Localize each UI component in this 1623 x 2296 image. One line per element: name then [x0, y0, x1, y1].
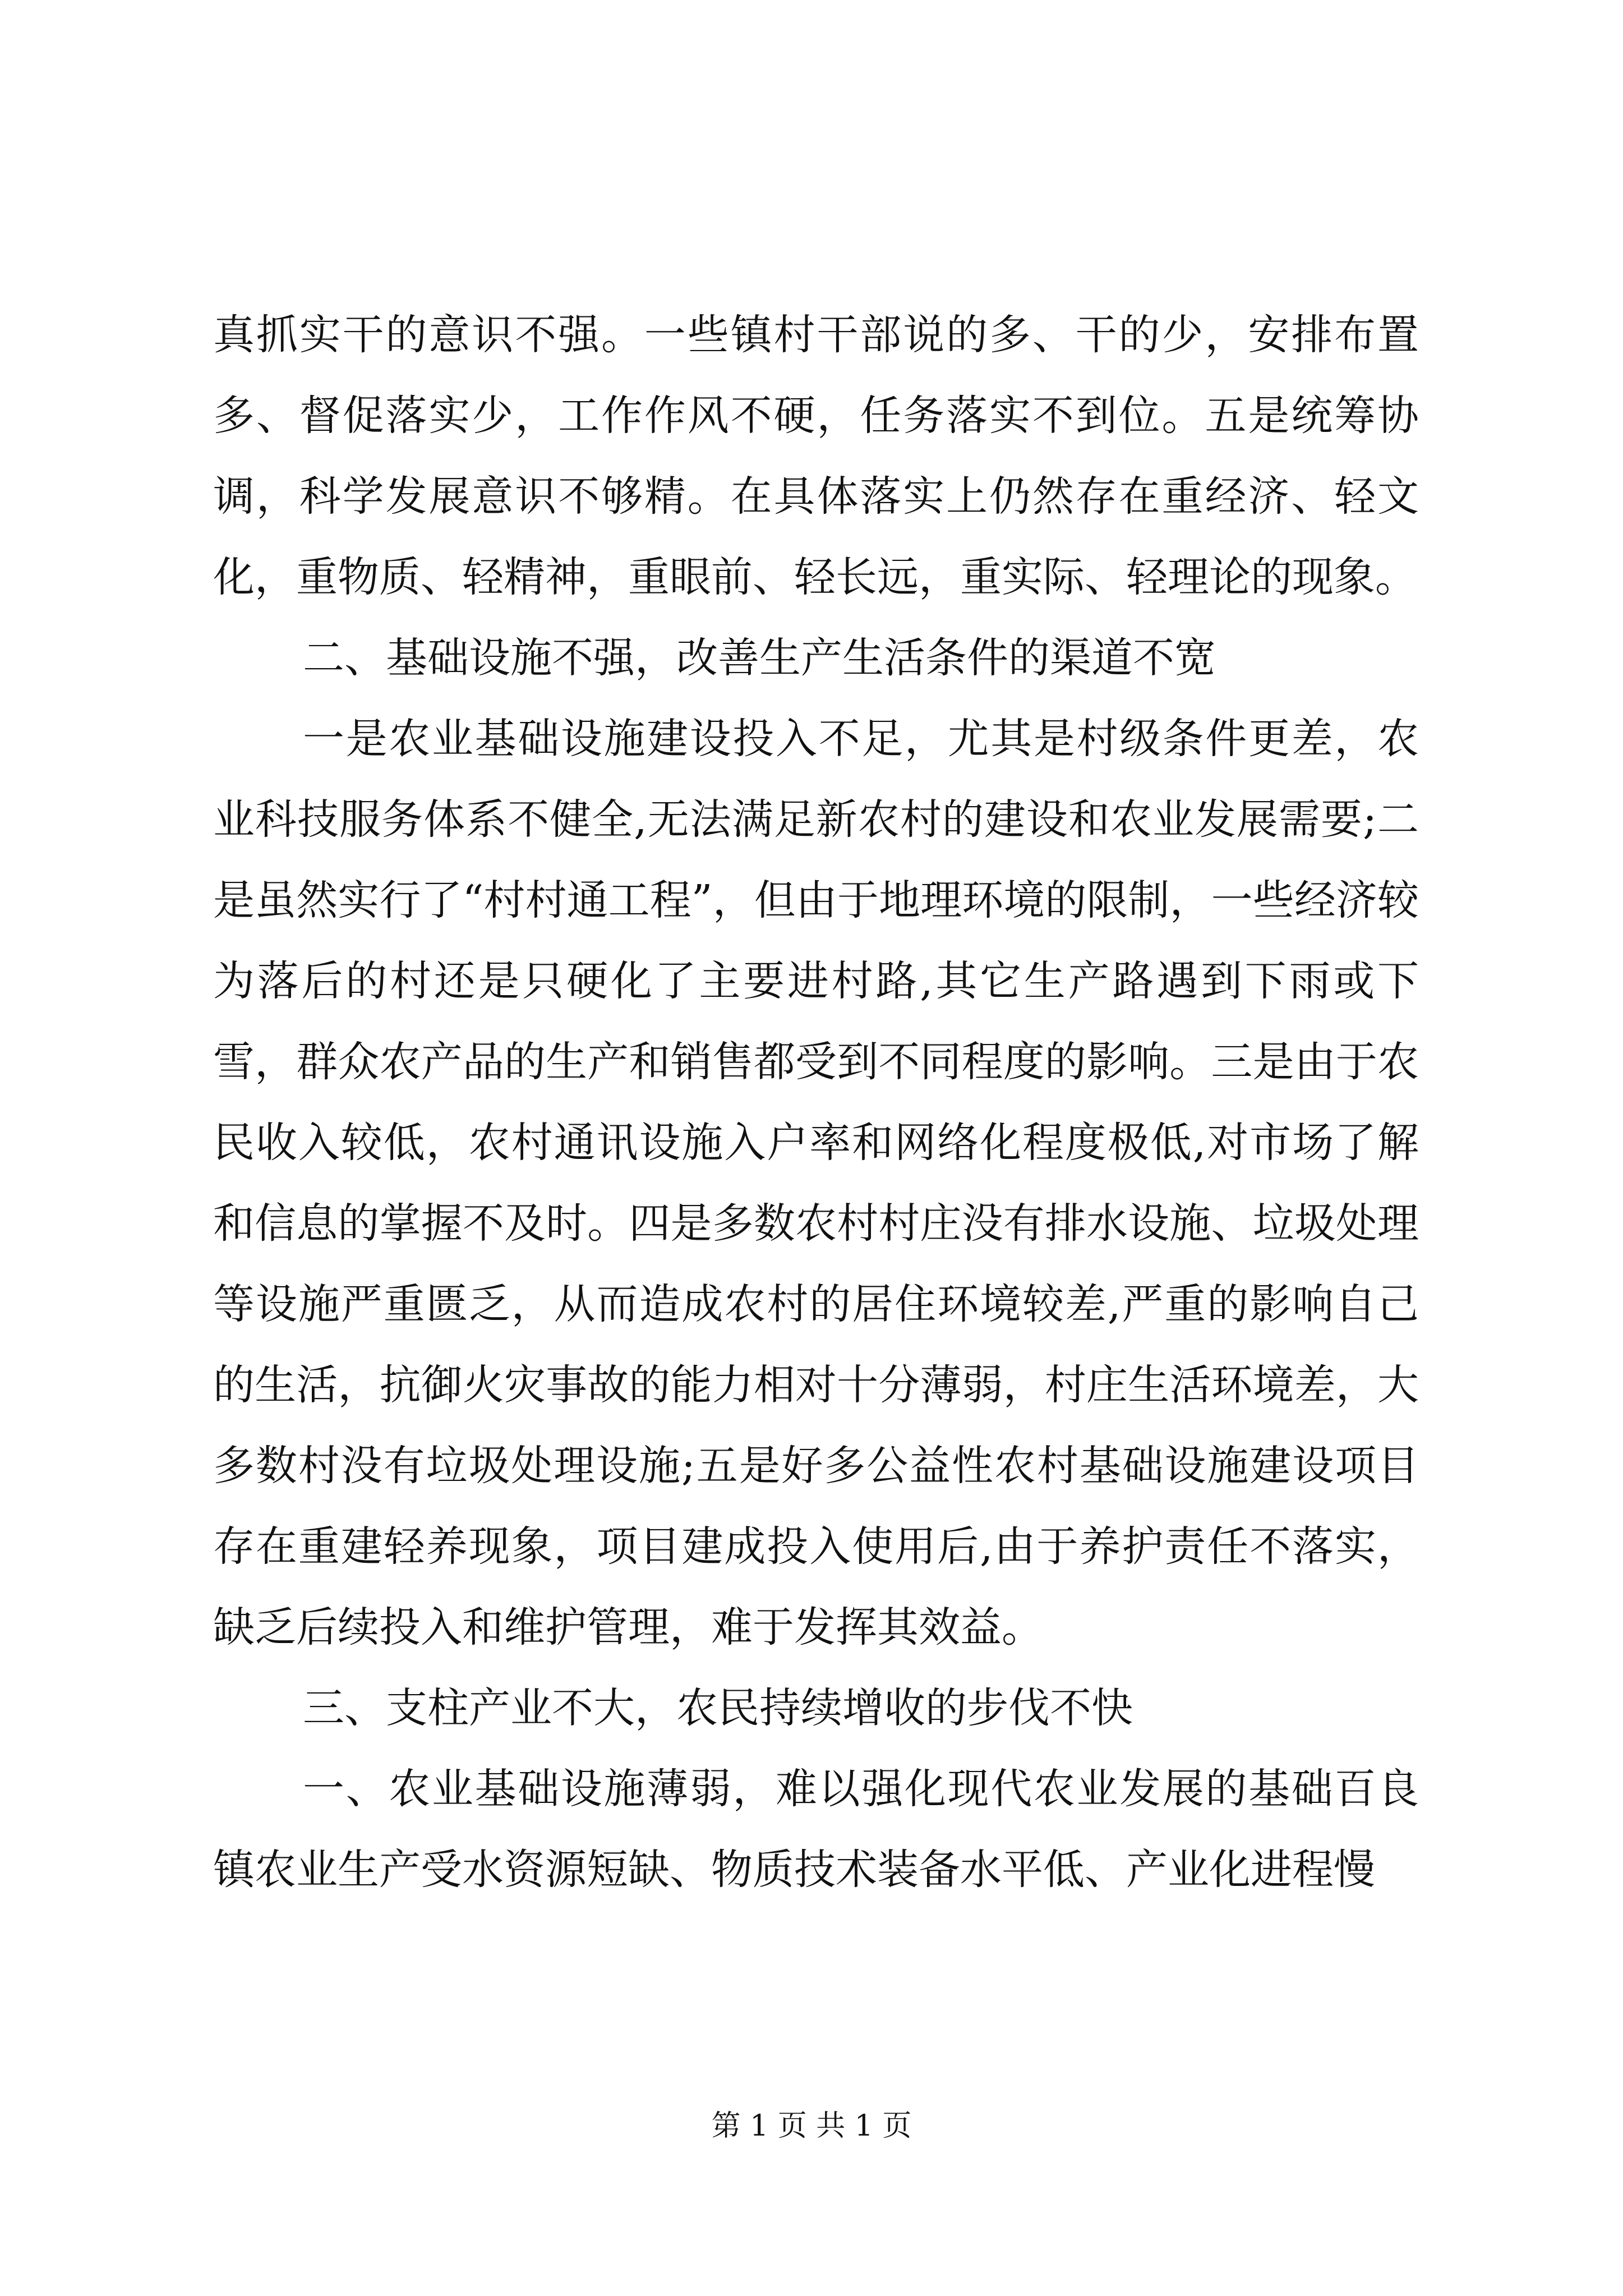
page-footer: 第 1 页 共 1 页: [711, 2109, 912, 2143]
section-heading-3: 三、支柱产业不大，农民持续增收的步伐不快: [303, 1684, 1133, 1732]
section-heading-2: 二、基础设施不强，改善生产生活条件的渠道不宽: [303, 634, 1216, 682]
paragraph-infrastructure: 一是农业基础设施建设投入不足，尤其是村级条件更差，农业科技服务体系不健全,无法满足新农村的建设和农业发展需要;二是虽然实行了“村村通工程”，但由于地理环境的限制，一些经济较为落后的村还是只硬化了主要进村路,其它生产路遇到下雨或下雪，群众农产品的生产和销售都受到不同程度的影响。三是由于农民收入较低，农村通讯设施入户率和网络化程度极低,对市场了解和信息的掌握不及时。四是多数农村村庄没有排水设施、垃圾处理等设施严重匮乏，从而造成农村的居住环境较差,严重的影响自己的生活，抗御火灾事故的能力相对十分薄弱，村庄生活环境差，大多数村没有垃圾处理设施;五是好多公益性农村基础设施建设项目存在重建轻养现象，项目建成投入使用后,由于养护责任不落实，缺乏后续投入和维护管理，难于发挥其效益。: [213, 715, 1419, 1651]
document-body: [213, 295, 1419, 1910]
paragraph-continuation: 真抓实干的意识不强。一些镇村干部说的多、干的少，安排布置多、督促落实少，工作作风不硬，任务落实不到位。五是统筹协调，科学发展意识不够精。在具体落实上仍然存在重经济、轻文化，重物质、轻精神，重眼前、轻长远，重实际、轻理论的现象。: [213, 311, 1419, 601]
paragraph-industry: 一、农业基础设施薄弱，难以强化现代农业发展的基础百良镇农业生产受水资源短缺、物质技术装备水平低、产业化进程慢: [213, 1765, 1419, 1894]
